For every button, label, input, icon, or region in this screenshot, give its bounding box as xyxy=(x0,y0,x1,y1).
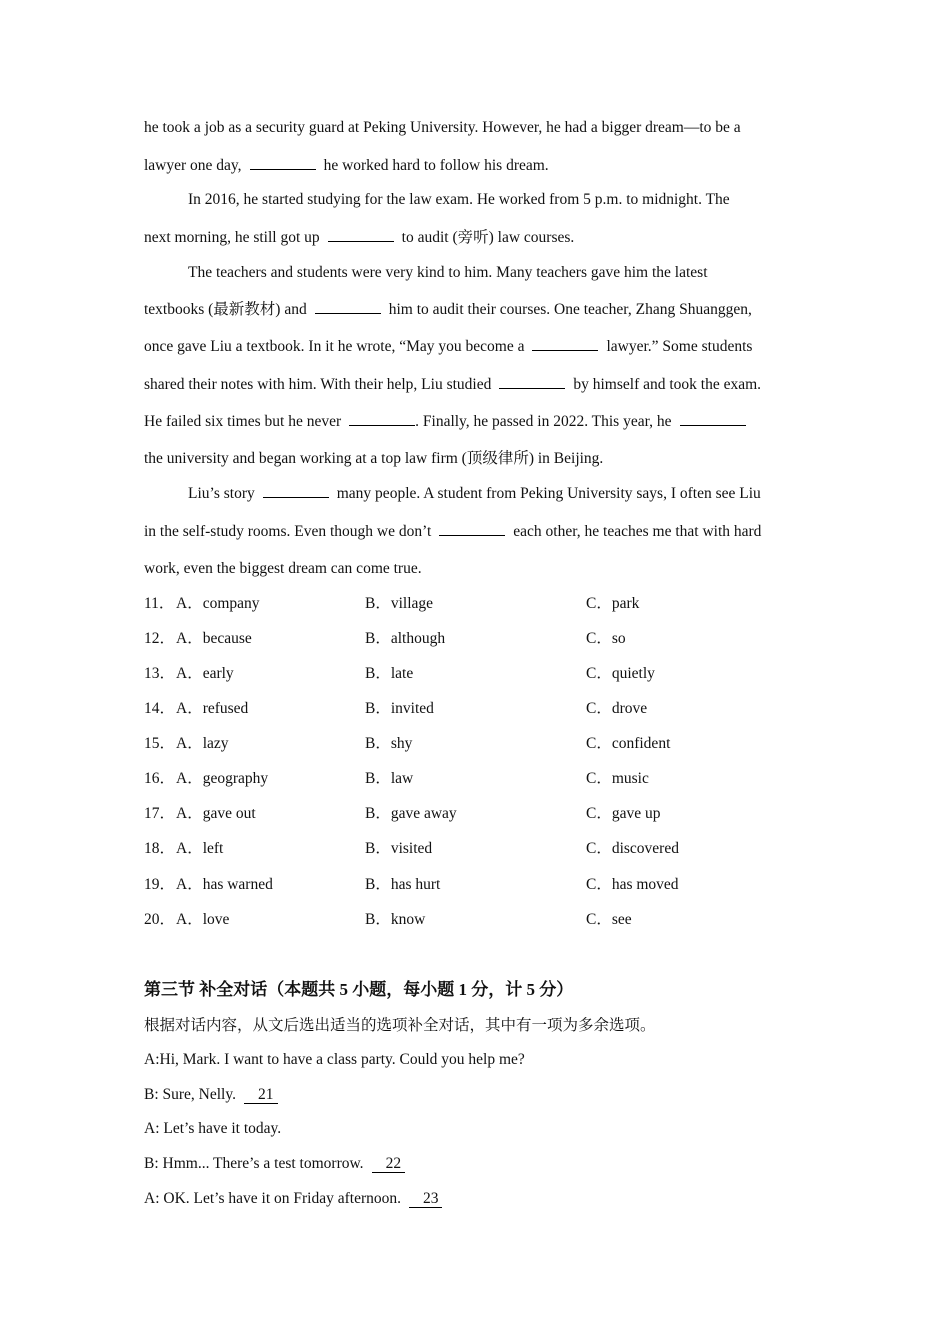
option-c: C．see xyxy=(586,911,632,928)
option-b: B．village xyxy=(365,595,434,612)
question-number: 15． xyxy=(144,735,176,752)
passage-text: . Finally, he passed in 2022. This year, he xyxy=(415,413,672,430)
option-c: C．has moved xyxy=(586,876,679,893)
passage-line xyxy=(144,337,752,357)
passage-line xyxy=(144,118,741,138)
passage-line xyxy=(144,228,574,248)
question-number: 18． xyxy=(144,840,176,857)
option-c: C．gave up xyxy=(586,805,661,822)
option-a: A．refused xyxy=(176,700,249,717)
dialogue-text: A:Hi, Mark. I want to have a class party. Could you help me? xyxy=(144,1051,525,1068)
option-b: B．late xyxy=(365,665,414,682)
dialogue-line xyxy=(144,1154,405,1174)
dialogue-line xyxy=(144,1189,442,1209)
option-a: A．because xyxy=(176,630,252,647)
passage-text: in the self-study rooms. Even though we don’t xyxy=(144,523,432,540)
answer-blank xyxy=(499,375,565,389)
dialogue-line xyxy=(144,1119,281,1139)
question-number: 20． xyxy=(144,911,176,928)
option-c: C．discovered xyxy=(586,840,679,857)
option-b: B．invited xyxy=(365,700,434,717)
question-number: 16． xyxy=(144,770,176,787)
answer-blank xyxy=(315,300,381,314)
section-instruction: 根据对话内容，从文后选出适当的选项补全对话，其中有一项为多余选项。 xyxy=(144,1017,656,1034)
option-b: B．gave away xyxy=(365,805,457,822)
section-heading: 第三节 补全对话（本题共 5 小题，每小题 1 分，计 5 分） xyxy=(144,980,574,999)
option-b: B．visited xyxy=(365,840,433,857)
passage-line xyxy=(144,156,549,176)
passage-line xyxy=(144,559,422,579)
option-b: B．shy xyxy=(365,735,413,752)
passage-line xyxy=(188,484,761,504)
answer-blank xyxy=(439,522,505,536)
passage-text: once gave Liu a textbook. In it he wrote, “May you become a xyxy=(144,338,525,355)
passage-text: to audit (旁听) law courses. xyxy=(401,229,575,246)
option-b: B．know xyxy=(365,911,426,928)
passage-text: textbooks (最新教材) and xyxy=(144,301,307,318)
passage-text: next morning, he still got up xyxy=(144,229,320,246)
option-a: A．left xyxy=(176,840,224,857)
option-a: A．lazy xyxy=(176,735,229,752)
passage-text: the university and began working at a top law firm (顶级律所) in Beijing. xyxy=(144,450,604,467)
passage-text: work, even the biggest dream can come true. xyxy=(144,560,422,577)
numbered-blank: 23 xyxy=(409,1191,443,1208)
option-b: B．has hurt xyxy=(365,876,441,893)
option-c: C．confident xyxy=(586,735,671,752)
dialogue-line xyxy=(144,1050,525,1070)
passage-line xyxy=(188,263,708,283)
passage-text: he took a job as a security guard at Peking University. However, he had a bigger dream—to be a xyxy=(144,119,741,136)
answer-blank xyxy=(263,484,329,498)
answer-blank xyxy=(349,412,415,426)
passage-text: The teachers and students were very kind to him. Many teachers gave him the latest xyxy=(188,264,708,281)
dialogue-line xyxy=(144,1085,278,1105)
option-a: A．gave out xyxy=(176,805,256,822)
option-c: C．quietly xyxy=(586,665,655,682)
passage-text: shared their notes with him. With their help, Liu studied xyxy=(144,376,492,393)
passage-text: lawyer one day, xyxy=(144,157,242,174)
dialogue-text: B: Hmm... There’s a test tomorrow. xyxy=(144,1155,364,1172)
answer-blank xyxy=(250,156,316,170)
passage-text: him to audit their courses. One teacher, Zhang Shuanggen, xyxy=(388,301,752,318)
answer-blank xyxy=(328,228,394,242)
option-c: C．drove xyxy=(586,700,648,717)
option-a: A．has warned xyxy=(176,876,273,893)
passage-line xyxy=(188,190,730,210)
option-a: A．early xyxy=(176,665,234,682)
option-c: C．park xyxy=(586,595,640,612)
option-c: C．so xyxy=(586,630,626,647)
numbered-blank: 22 xyxy=(372,1156,406,1173)
passage-text: He failed six times but he never xyxy=(144,413,342,430)
question-number: 19． xyxy=(144,876,176,893)
answer-blank xyxy=(680,412,746,426)
dialogue-text: B: Sure, Nelly. xyxy=(144,1086,236,1103)
passage-text: each other, he teaches me that with hard xyxy=(513,523,762,540)
passage-line xyxy=(144,412,754,432)
dialogue-text: A: Let’s have it today. xyxy=(144,1120,282,1137)
question-number: 14． xyxy=(144,700,176,717)
question-number: 17． xyxy=(144,805,176,822)
passage-text: Liu’s story xyxy=(188,485,255,502)
passage-line xyxy=(144,300,752,320)
passage-text: he worked hard to follow his dream. xyxy=(323,157,549,174)
dialogue-text: A: OK. Let’s have it on Friday afternoon. xyxy=(144,1190,401,1207)
answer-blank xyxy=(532,337,598,351)
option-c: C．music xyxy=(586,770,649,787)
passage-text: In 2016, he started studying for the law exam. He worked from 5 p.m. to midnight. The xyxy=(188,191,730,208)
passage-line xyxy=(144,375,761,395)
passage-line xyxy=(144,522,761,542)
option-b: B．law xyxy=(365,770,414,787)
numbered-blank: 21 xyxy=(244,1087,278,1104)
option-a: A．company xyxy=(176,595,260,612)
passage-text: many people. A student from Peking University says, I often see Liu xyxy=(336,485,761,502)
question-number: 13． xyxy=(144,665,176,682)
question-number: 12． xyxy=(144,630,176,647)
option-b: B．although xyxy=(365,630,446,647)
passage-text: lawyer.” Some students xyxy=(606,338,753,355)
option-a: A．geography xyxy=(176,770,269,787)
passage-line xyxy=(144,449,603,469)
question-number: 11． xyxy=(144,595,175,612)
option-a: A．love xyxy=(176,911,230,928)
passage-text: by himself and took the exam. xyxy=(573,376,762,393)
